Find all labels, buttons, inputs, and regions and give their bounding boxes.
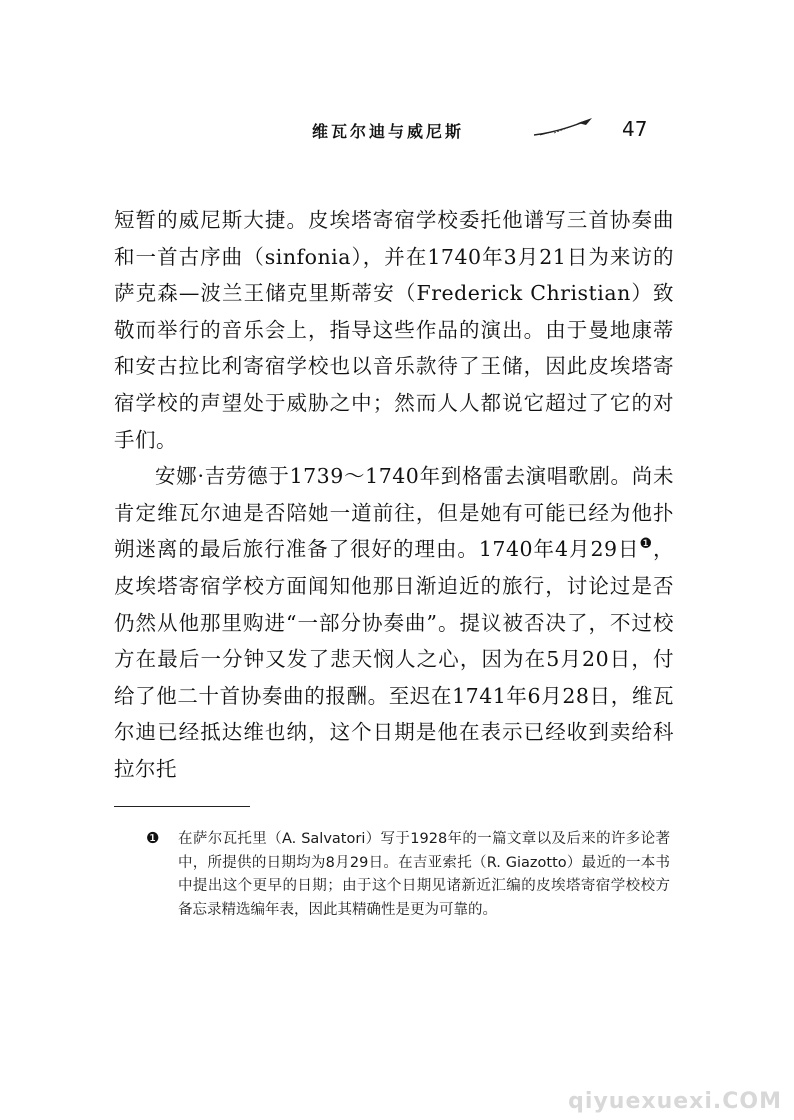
footnote-text: 在萨尔瓦托里（A. Salvatori）写于1928年的一篇文章以及后来的许多论著中，所提供的日期均为8月29日。在吉亚索托（R. Giazotto）最近的一本书中提出这个更早的日期；由于这个日期见诸新近汇编的皮埃塔寄宿学校校方备忘录精选编年表，因此其精确性是更为可靠的。 — [178, 831, 670, 918]
footnote — [148, 828, 670, 922]
running-header — [300, 113, 648, 149]
paragraph-2-text-a: 安娜·吉劳德于1739～1740年到格雷去演唱歌剧。尚未肯定维瓦尔迪是否陪她一道前往，但是她有可能已经为他扑朔迷离的最后旅行准备了很好的理由。1740年4月29日 — [114, 464, 674, 562]
quill-flourish-icon — [532, 117, 594, 139]
paragraph-2 — [114, 458, 674, 787]
footnote-reference[interactable]: ❶ — [639, 536, 653, 553]
footnote-marker: ❶ — [146, 829, 160, 847]
paragraph-1: 短暂的威尼斯大捷。皮埃塔寄宿学校委托他谱写三首协奏曲和一首古序曲（sinfonia），并在1740年3月21日为来访的萨克森—波兰王储克里斯蒂安（Frederick Christian）致敬而举行的音乐会上，指导这些作品的演出。由于曼地康蒂和安古拉比利寄宿学校也以音乐款待了王储，因此皮埃塔寄宿学校的声望处于威胁之中；然而人人都说它超过了它的对手们。 — [114, 208, 674, 452]
body-text — [114, 202, 674, 788]
site-watermark: qiyuexuexi.COM — [568, 1089, 782, 1114]
running-title: 维瓦尔迪与威尼斯 — [312, 122, 465, 141]
page-number: 47 — [622, 117, 648, 141]
footnote-divider — [114, 806, 250, 807]
paragraph-2-text-b: ，皮埃塔寄宿学校方面闻知他那日渐迫近的旅行，讨论过是否仍然从他那里购进“一部分协奏曲”。提议被否决了，不过校方在最后一分钟又发了悲天悯人之心，因为在5月20日，付给了他二十首协奏曲的报酬。至迟在1741年6月28日，维瓦尔迪已经抵达维也纳，这个日期是他在表示已经收到卖给科拉尔托 — [114, 537, 674, 781]
